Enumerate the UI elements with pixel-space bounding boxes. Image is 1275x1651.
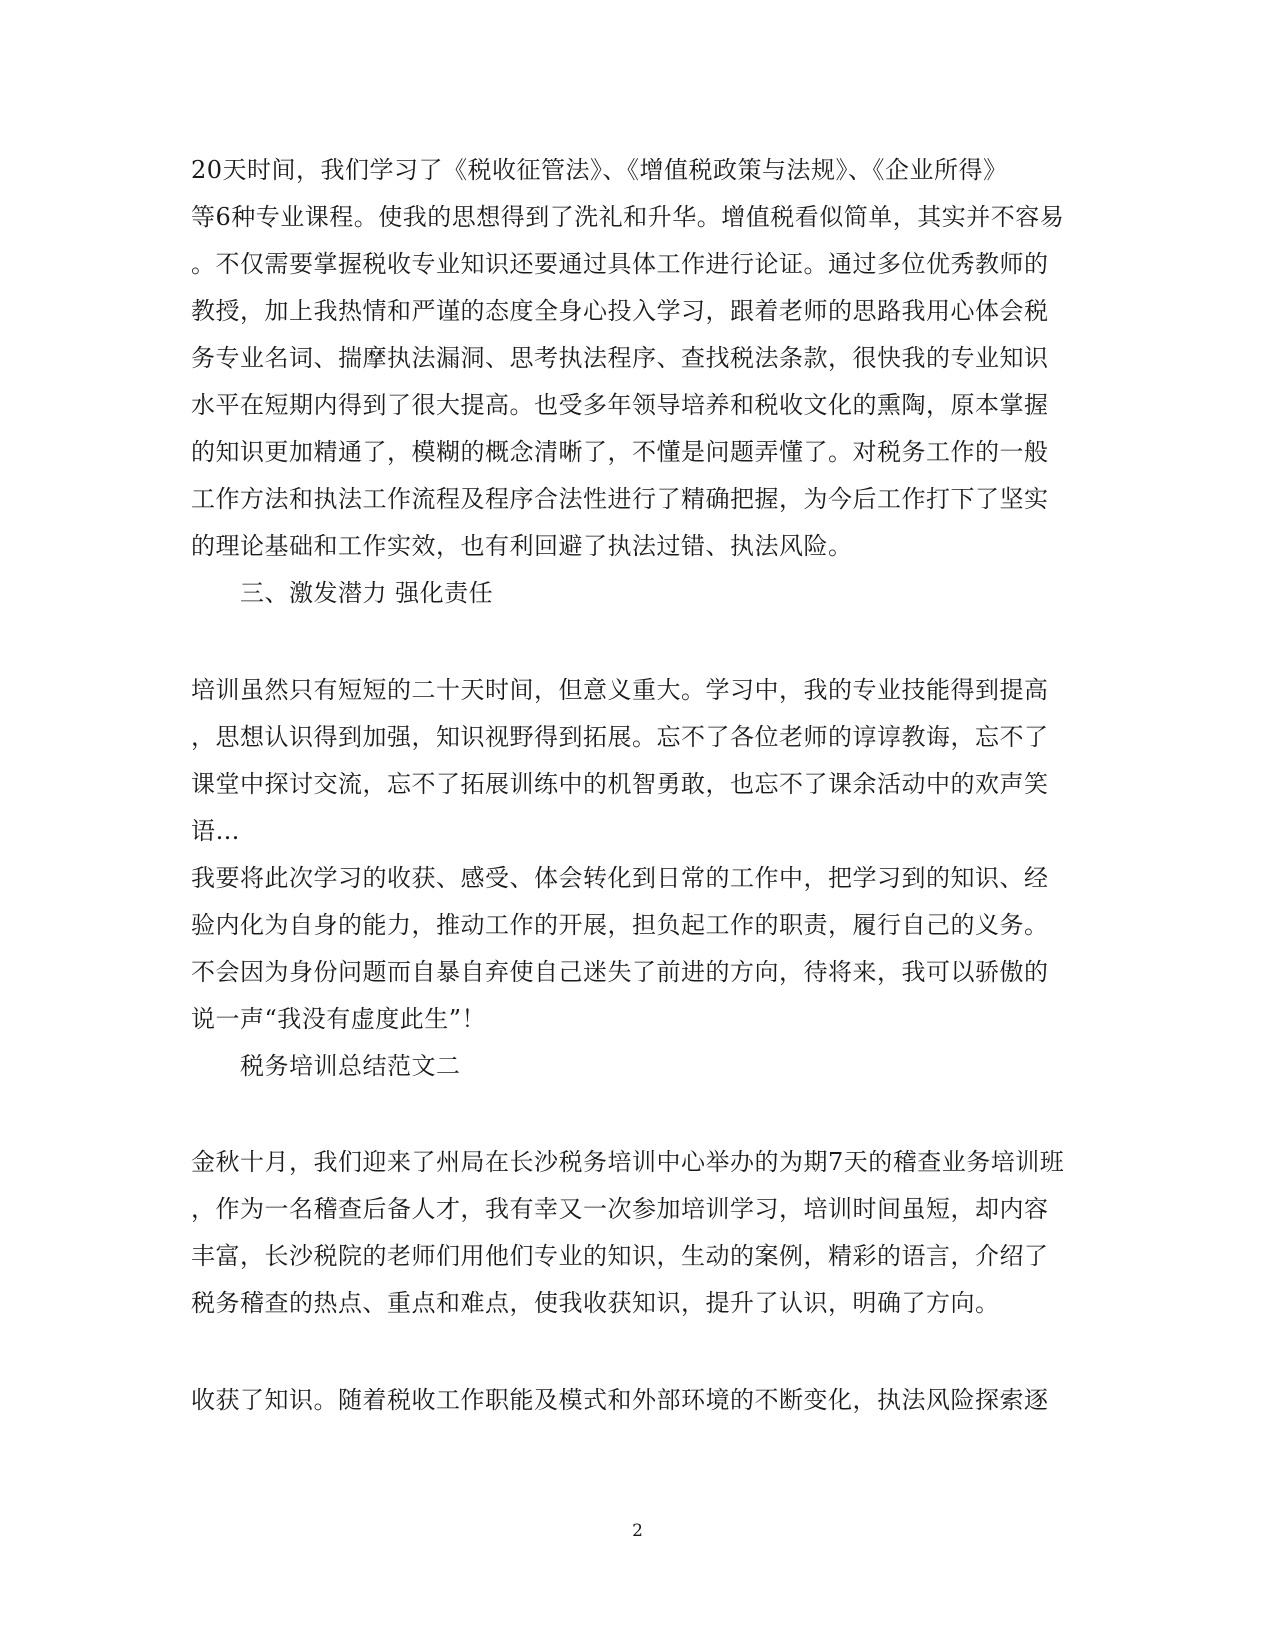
body-text-line: 工作方法和执法工作流程及程序合法性进行了精确把握，为今后工作打下了坚实 (191, 485, 1049, 513)
body-text-line: 教授，加上我热情和严谨的态度全身心投入学习，跟着老师的思路我用心体会税 (191, 297, 1049, 325)
body-text-line: 我要将此次学习的收获、感受、体会转化到日常的工作中，把学习到的知识、经 (191, 864, 1049, 892)
body-text-line: 金秋十月，我们迎来了州局在长沙税务培训中心举办的为期7天的稽查业务培训班 (191, 1148, 1065, 1176)
body-text-line: 。不仅需要掌握税收专业知识还要通过具体工作进行论证。通过多位优秀教师的 (191, 250, 1049, 278)
body-text-line: 课堂中探讨交流，忘不了拓展训练中的机智勇敢，也忘不了课余活动中的欢声笑 (191, 770, 1049, 798)
body-text-line: ，作为一名稽查后备人才，我有幸又一次参加培训学习，培训时间虽短，却内容 (191, 1195, 1049, 1223)
body-text-line: ，思想认识得到加强，知识视野得到拓展。忘不了各位老师的谆谆教诲，忘不了 (191, 723, 1049, 751)
body-text-line: 不会因为身份问题而自暴自弃使自己迷失了前进的方向，待将来，我可以骄傲的 (191, 958, 1049, 986)
body-text-line: 验内化为自身的能力，推动工作的开展，担负起工作的职责，履行自己的义务。 (191, 911, 1049, 939)
body-text-line: 务专业名词、揣摩执法漏洞、思考执法程序、查找税法条款，很快我的专业知识 (191, 344, 1049, 372)
body-text-line: 语… (191, 817, 240, 845)
body-text-line: 等6种专业课程。使我的思想得到了洗礼和升华。增值税看似简单，其实并不容易 (191, 203, 1065, 231)
section-heading: 三、激发潜力 强化责任 (240, 579, 494, 607)
body-text-line: 的知识更加精通了，模糊的概念清晰了，不懂是问题弄懂了。对税务工作的一般 (191, 438, 1049, 466)
body-text-line: 水平在短期内得到了很大提高。也受多年领导培养和税收文化的熏陶，原本掌握 (191, 391, 1049, 419)
body-text-line: 说一声“我没有虚度此生”！ (191, 1005, 487, 1033)
body-text-line: 税务稽查的热点、重点和难点，使我收获知识，提升了认识，明确了方向。 (191, 1289, 1000, 1317)
body-text-line: 收获了知识。随着税收工作职能及模式和外部环境的不断变化，执法风险探索逐 (191, 1386, 1049, 1414)
body-text-line: 20天时间，我们学习了《税收征管法》、《增值税政策与法规》、《企业所得》 (191, 156, 1008, 184)
section-heading: 税务培训总结范文二 (240, 1052, 461, 1080)
page-number: 2 (632, 1521, 643, 1541)
body-text-line: 丰富，长沙税院的老师们用他们专业的知识，生动的案例，精彩的语言，介绍了 (191, 1242, 1049, 1270)
body-text-line: 的理论基础和工作实效，也有利回避了执法过错、执法风险。 (191, 532, 853, 560)
body-text-line: 培训虽然只有短短的二十天时间，但意义重大。学习中，我的专业技能得到提高 (191, 676, 1049, 704)
